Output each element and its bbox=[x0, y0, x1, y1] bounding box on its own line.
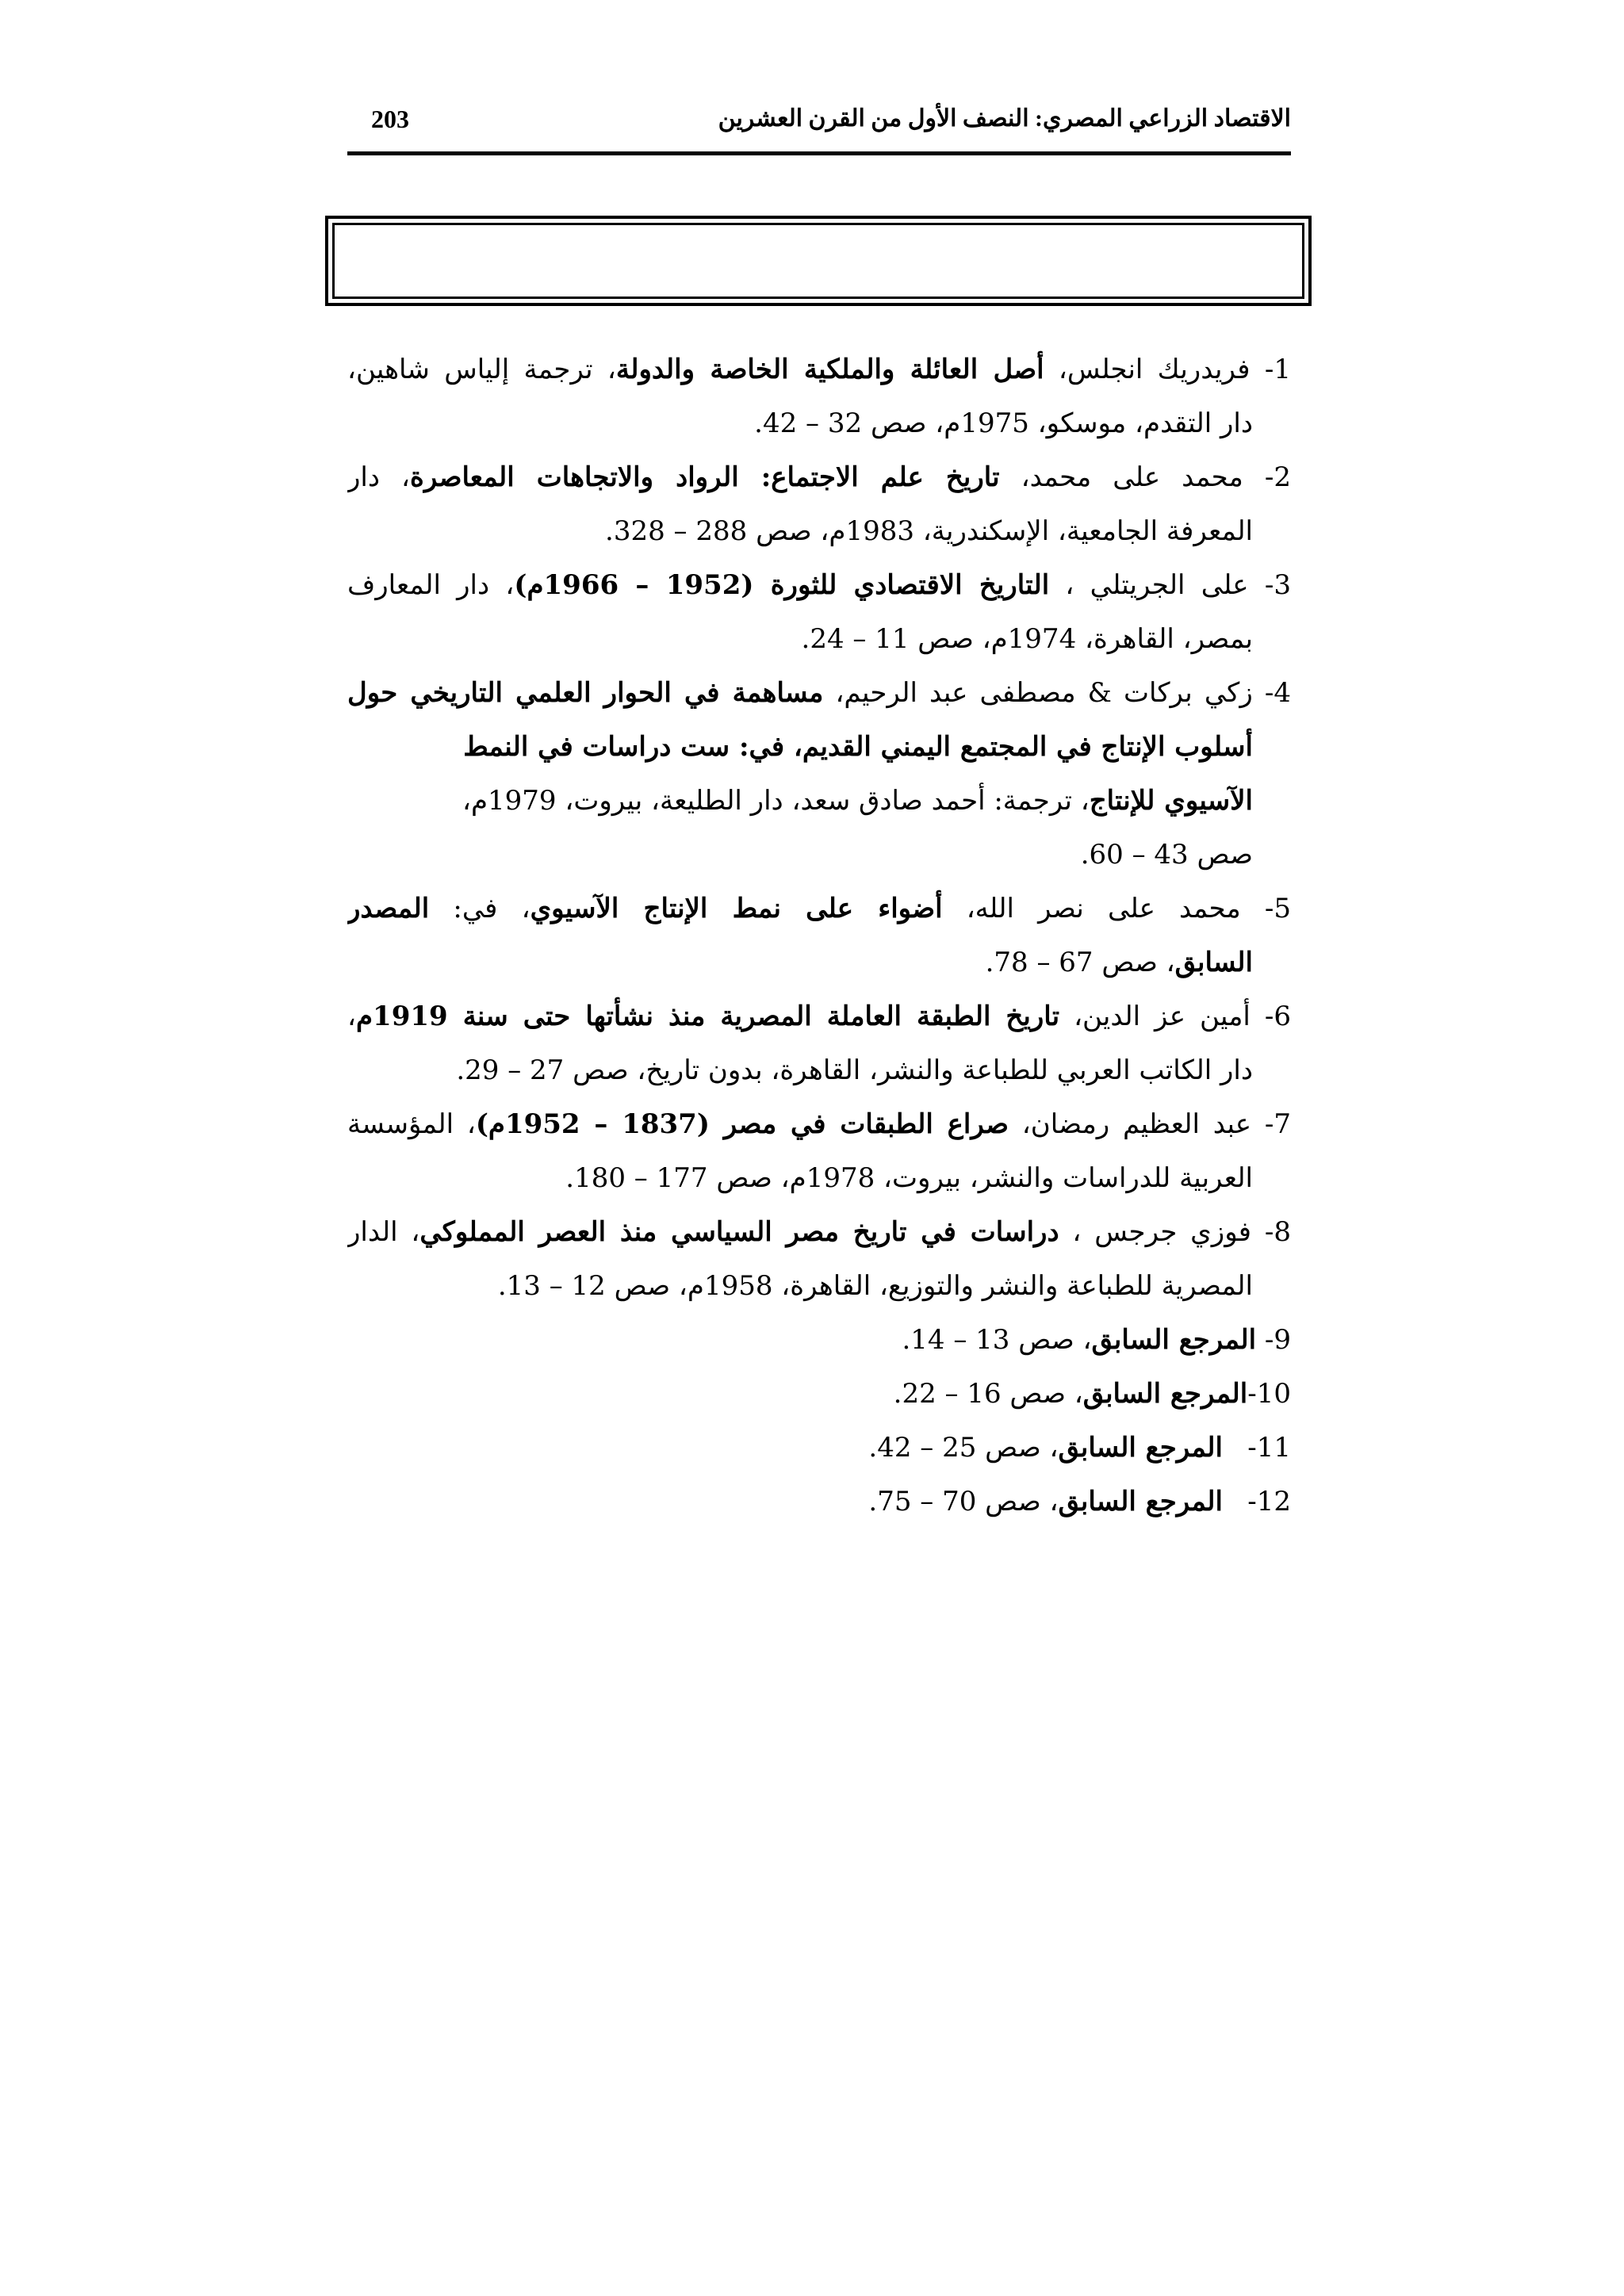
reference-text: ، ترجمة إلياس شاهين، bbox=[347, 354, 616, 385]
reference-item bbox=[347, 342, 1291, 450]
reference-text: ، صص 67 – 78. bbox=[985, 947, 1175, 978]
reference-title: مساهمة في الحوار العلمي التاريخي حول bbox=[347, 677, 824, 709]
reference-title: أسلوب الإنتاج في المجتمع اليمني القديم، في: ست دراسات في النمط bbox=[463, 731, 1253, 763]
reference-item bbox=[347, 1313, 1291, 1367]
reference-item bbox=[347, 882, 1291, 989]
reference-item bbox=[347, 989, 1291, 1097]
reference-item bbox=[347, 558, 1291, 666]
reference-text: فريدريك انجلس، bbox=[1044, 354, 1265, 385]
reference-line bbox=[347, 1313, 1291, 1367]
reference-number: 3- bbox=[1264, 569, 1291, 601]
reference-text: المعرفة الجامعية، الإسكندرية، 1983م، صص 288 – 328. bbox=[605, 515, 1253, 547]
reference-line bbox=[347, 828, 1291, 882]
reference-number: 10- bbox=[1247, 1378, 1291, 1410]
reference-text: ، في: bbox=[429, 893, 530, 924]
reference-line bbox=[347, 1367, 1291, 1421]
reference-line bbox=[347, 720, 1291, 774]
reference-text: محمد على محمد، bbox=[999, 461, 1265, 493]
reference-text: ، ترجمة: أحمد صادق سعد، دار الطليعة، بيروت، 1979م، bbox=[462, 785, 1090, 817]
reference-line bbox=[347, 612, 1291, 666]
reference-title: الآسيوي للإنتاج bbox=[1089, 785, 1253, 817]
reference-line bbox=[347, 1421, 1291, 1475]
reference-item bbox=[347, 1421, 1291, 1475]
reference-text: بمصر، القاهرة، 1974م، صص 11 – 24. bbox=[801, 623, 1253, 655]
reference-text: ، bbox=[347, 1001, 356, 1032]
reference-text: ، صص 25 – 42. bbox=[868, 1432, 1059, 1464]
reference-text: صص 43 – 60. bbox=[1080, 839, 1253, 871]
reference-number: 4- bbox=[1264, 677, 1291, 709]
reference-title: المرجع السابق bbox=[1058, 1486, 1223, 1517]
reference-line bbox=[347, 1097, 1291, 1151]
reference-text: ، الدار bbox=[347, 1216, 420, 1248]
reference-item bbox=[347, 1367, 1291, 1421]
reference-text: المصرية للطباعة والنشر والتوزيع، القاهرة، 1958م، صص 12 – 13. bbox=[497, 1270, 1253, 1302]
reference-text: على الجريتلي ، bbox=[1049, 569, 1265, 601]
page-header bbox=[347, 94, 1291, 155]
reference-text: ، صص 16 – 22. bbox=[893, 1378, 1083, 1410]
reference-line bbox=[347, 504, 1291, 558]
empty-title-frame bbox=[325, 216, 1312, 306]
reference-item bbox=[347, 1097, 1291, 1205]
reference-number: 7- bbox=[1264, 1108, 1291, 1140]
running-title: الاقتصاد الزراعي المصري: النصف الأول من القرن العشرين bbox=[718, 105, 1291, 132]
reference-text: ، دار المعارف bbox=[347, 569, 515, 601]
reference-item bbox=[347, 1475, 1291, 1529]
reference-text: العربية للدراسات والنشر، بيروت، 1978م، صص 177 – 180. bbox=[565, 1162, 1253, 1194]
reference-text: فوزي جرجس ، bbox=[1059, 1216, 1265, 1248]
reference-line bbox=[347, 882, 1291, 936]
reference-title: التاريخ الاقتصادي للثورة (1952 – 1966م) bbox=[514, 569, 1050, 601]
reference-line bbox=[347, 666, 1291, 720]
reference-text: محمد على نصر الله، bbox=[942, 893, 1265, 924]
reference-line bbox=[347, 1205, 1291, 1259]
reference-title: دراسات في تاريخ مصر السياسي منذ العصر المملوكي bbox=[419, 1216, 1059, 1248]
reference-title: صراع الطبقات في مصر (1837 – 1952م) bbox=[475, 1108, 1009, 1140]
reference-number: 6- bbox=[1264, 1001, 1291, 1032]
reference-title: أضواء على نمط الإنتاج الآسيوي bbox=[530, 893, 943, 924]
reference-text bbox=[1256, 1324, 1265, 1356]
reference-text: ، صص 70 – 75. bbox=[868, 1486, 1059, 1517]
reference-title: تاريخ علم الاجتماع: الرواد والاتجاهات المعاصرة bbox=[410, 461, 1000, 493]
reference-text: دار التقدم، موسكو، 1975م، صص 32 – 42. bbox=[754, 408, 1253, 439]
reference-title: المرجع السابق bbox=[1091, 1324, 1257, 1356]
reference-number: 9- bbox=[1264, 1324, 1291, 1356]
reference-line bbox=[347, 558, 1291, 612]
reference-title: أصل العائلة والملكية الخاصة والدولة bbox=[615, 354, 1044, 385]
reference-line bbox=[347, 1259, 1291, 1313]
reference-number: 5- bbox=[1264, 893, 1291, 924]
reference-item bbox=[347, 1205, 1291, 1313]
reference-text: ، دار bbox=[347, 461, 410, 493]
reference-line bbox=[347, 1043, 1291, 1097]
reference-text: زكي بركات & مصطفى عبد الرحيم، bbox=[823, 677, 1265, 709]
page-number: 203 bbox=[371, 105, 409, 133]
reference-line bbox=[347, 1475, 1291, 1529]
reference-text: دار الكاتب العربي للطباعة والنشر، القاهرة، بدون تاريخ، صص 27 – 29. bbox=[456, 1054, 1253, 1086]
reference-title: تاريخ الطبقة العاملة المصرية منذ نشأتها حتى سنة 1919م bbox=[355, 1001, 1060, 1032]
reference-title: المرجع السابق bbox=[1058, 1432, 1223, 1464]
reference-text: أمين عز الدين، bbox=[1059, 1001, 1265, 1032]
reference-line bbox=[347, 989, 1291, 1043]
reference-line bbox=[347, 1151, 1291, 1205]
reference-text: عبد العظيم رمضان، bbox=[1009, 1108, 1265, 1140]
reference-number: 12- bbox=[1247, 1486, 1291, 1517]
reference-line bbox=[347, 936, 1291, 989]
reference-item bbox=[347, 666, 1291, 882]
reference-number: 1- bbox=[1264, 354, 1291, 385]
reference-line bbox=[347, 396, 1291, 450]
references-list bbox=[347, 342, 1291, 1529]
reference-line bbox=[347, 774, 1291, 828]
reference-text: ، المؤسسة bbox=[347, 1108, 476, 1140]
reference-number: 2- bbox=[1264, 461, 1291, 493]
reference-number: 11- bbox=[1247, 1432, 1291, 1464]
reference-item bbox=[347, 450, 1291, 558]
reference-title: المرجع السابق bbox=[1082, 1378, 1248, 1410]
reference-line bbox=[347, 342, 1291, 396]
reference-line bbox=[347, 450, 1291, 504]
reference-number: 8- bbox=[1264, 1216, 1291, 1248]
reference-title: المصدر bbox=[347, 893, 430, 924]
reference-title: السابق bbox=[1174, 947, 1253, 978]
reference-text: ، صص 13 – 14. bbox=[902, 1324, 1092, 1356]
